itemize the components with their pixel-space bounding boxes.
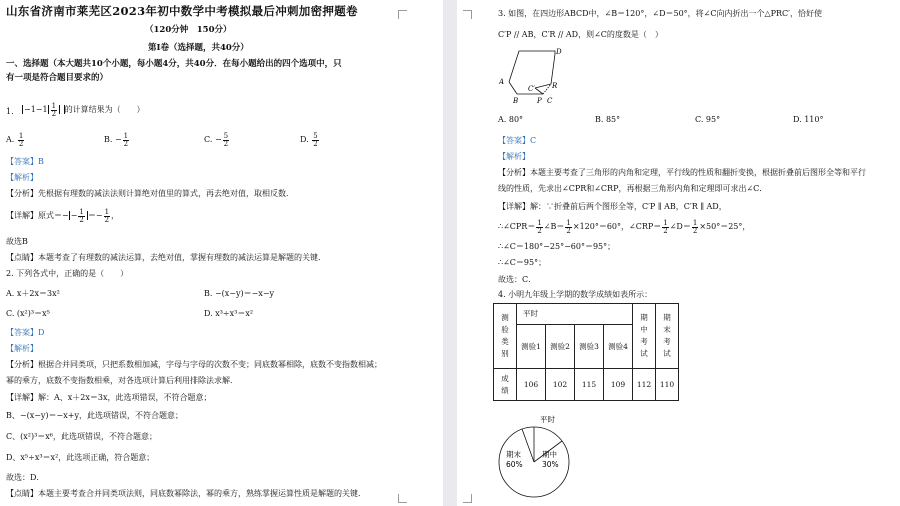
q2-comment: 【点睛】本题主要考查合并同类项法则，同底数幂除法，幂的乘方，熟练掌握运算性质是解题的关键．: [6, 489, 366, 498]
table-header-final: 期 末 考 试: [656, 304, 679, 369]
table-cell-score: 106: [517, 369, 546, 401]
q3-stem-line2: C′P // AB，C′R // AD，则∠C的度数是（ ）: [498, 30, 663, 39]
q2-detail-a: 【详解】解：A、x＋2x＝3x，此选项错误，不符合题意；: [6, 393, 212, 402]
fig-label-d: D: [556, 48, 562, 56]
q2-choose: 故选：D．: [6, 473, 45, 482]
pie-pct-final: 60%: [506, 460, 523, 469]
pie-pct-mid: 30%: [542, 460, 559, 469]
q2-detail-b: B、−(x−y)＝−x+y，此选项错误，不符合题意；: [6, 411, 183, 420]
table-cell-score: 109: [604, 369, 633, 401]
q2-jiexi-label: 【解析】: [6, 344, 38, 353]
pie-label-pingshi: 平时: [540, 415, 555, 424]
q2-option-b[interactable]: B. −(x−y)＝−x−y: [204, 289, 275, 298]
table-cell-score: 115: [575, 369, 604, 401]
q2-analysis-line2: 幂的乘方，底数不变指数相乘，对各选项计算后利用排除法求解．: [6, 376, 238, 385]
table-header-test3: 测验3: [575, 325, 604, 369]
q3-detail-b: ∴∠CPR＝ $\frac{1}{2}$ ∠B＝ $\frac{1}{2}$ ×120°＝60°，∠CRP＝ $\frac{1}{2}$ ∠D＝ $\frac{1}{2}$ ×50°＝25°，: [498, 218, 751, 235]
fig-label-a: A: [499, 78, 505, 86]
q4-weight-pie-chart: [494, 414, 574, 504]
q1-option-a[interactable]: A. $\frac{1}{2}$: [6, 131, 24, 148]
q3-option-a[interactable]: A. 80°: [498, 115, 524, 124]
q3-stem-line1: 3. 如图，在四边形ABCD中，∠B＝120°，∠D＝50°，将∠C向内折出一个△PRC′，恰好使: [498, 9, 822, 18]
fig-label-c-prime: C′: [528, 85, 535, 93]
section-heading-line1: 一、选择题（本大题共10个小题，每小题4分，共40分．在每小题给出的四个选项中，只: [6, 59, 342, 69]
table-header-test2: 测验2: [546, 325, 575, 369]
q1-option-c[interactable]: C. − $\frac{5}{2}$: [204, 131, 229, 148]
q3-detail-d: ∴∠C＝95°；: [498, 258, 547, 267]
page-corner-mark: [398, 494, 407, 503]
table-header-test1: 测验1: [517, 325, 546, 369]
q3-answer: 【答案】C: [498, 136, 537, 145]
table-header-midterm: 期 中 考 试: [633, 304, 656, 369]
q3-option-b[interactable]: B. 85°: [595, 115, 621, 124]
q1-detail: 【详解】原式＝− − $\frac{1}{2}$ ＝− $\frac{1}{2}$ ，: [6, 207, 120, 224]
q2-answer: 【答案】D: [6, 328, 45, 337]
q3-analysis-line2: 线的性质，先求出∠CPR和∠CRP，再根据三角形内角和定理即可求出∠C．: [498, 184, 768, 193]
table-header-pingshi: 平时: [517, 304, 633, 325]
pie-label-mid: 期中: [542, 450, 557, 459]
q1-stem-tail: 的计算结果为（ ）: [64, 105, 145, 114]
q3-option-d[interactable]: D. 110°: [793, 115, 824, 124]
q1-option-d[interactable]: D. $\frac{5}{2}$: [300, 131, 318, 148]
q1-abs-minus: −1−1: [24, 105, 48, 114]
document-page-left: [0, 0, 443, 506]
q3-option-c[interactable]: C. 95°: [695, 115, 721, 124]
q2-analysis-line1: 【分析】根据合并同类项，只把系数相加减，字母与字母的次数不变；同底数幂相除，底数不变指数相减；: [6, 360, 382, 369]
table-cell-score: 112: [633, 369, 656, 401]
q1-answer: 【答案】B: [6, 157, 44, 166]
exam-title: 山东省济南市莱芜区2023年初中数学中考模拟最后冲刺加密押题卷: [6, 4, 358, 18]
q2-detail-d: D、x⁵÷x³＝x²，此选项正确，符合题意；: [6, 453, 155, 462]
q1-option-b[interactable]: B. − $\frac{1}{2}$: [104, 131, 129, 148]
q2-stem: 2. 下列各式中，正确的是（ ）: [6, 269, 129, 278]
q4-score-table: [493, 303, 679, 401]
q1-jiexi-label: 【解析】: [6, 173, 38, 182]
page-corner-mark: [398, 10, 407, 19]
table-cell-score: 102: [546, 369, 575, 401]
q3-choose: 故选：C．: [498, 275, 537, 284]
page-corner-mark: [463, 494, 472, 503]
q3-detail-a: 【详解】解：∵折叠前后两个图形全等，C′P ∥ AB，C′R ∥ AD，: [498, 202, 727, 211]
q2-option-c[interactable]: C. (x²)³＝x⁵: [6, 309, 50, 318]
q3-analysis-line1: 【分析】本题主要考查了三角形的内角和定理，平行线的性质和翻折变换，根据折叠前后图形全等和平行: [498, 168, 866, 177]
page-corner-mark: [463, 10, 472, 19]
q1-analysis: 【分析】先根据有理数的减法法则计算绝对值里的算式，再去绝对值，取相反数．: [6, 189, 294, 198]
q2-option-a[interactable]: A. x＋2x＝3x²: [6, 289, 60, 298]
fig-label-p: P: [537, 97, 542, 105]
q4-stem: 4. 小明九年级上学期的数学成绩如表所示：: [498, 290, 653, 299]
table-row-label-score: 成 绩: [494, 369, 517, 401]
pie-label-final: 期末: [506, 450, 521, 459]
table-cell-score: 110: [656, 369, 679, 401]
q3-detail-c: ∴∠C＝180°−25°−60°＝95°；: [498, 242, 616, 251]
q2-option-d[interactable]: D. x³÷x³＝x²: [204, 309, 254, 318]
table-header-category: 测 验 类 别: [494, 304, 517, 369]
q3-quadrilateral-figure: [499, 48, 567, 106]
fig-label-c: C: [547, 97, 553, 105]
q1-number: 1.: [6, 107, 14, 116]
volume-heading: 第Ⅰ卷（选择题，共40分）: [148, 43, 249, 53]
time-score: （120分钟 150分）: [145, 25, 232, 35]
q2-detail-c: C、(x²)³＝x⁶，此选项错误，不符合题意；: [6, 432, 158, 441]
fig-label-b: B: [513, 97, 519, 105]
q1-expression: −1−1 $\frac{1}{2}$ 的计算结果为（ ）: [24, 101, 145, 118]
section-heading-line2: 有一项是符合题目要求的）: [6, 73, 109, 83]
q1-choose: 故选B: [6, 237, 28, 246]
q1-comment: 【点睛】本题考查了有理数的减法运算，去绝对值，掌握有理数的减法运算是解题的关键．: [6, 253, 326, 262]
fig-label-r: R: [552, 82, 558, 90]
q3-jiexi-label: 【解析】: [498, 152, 530, 161]
table-header-test4: 测验4: [604, 325, 633, 369]
